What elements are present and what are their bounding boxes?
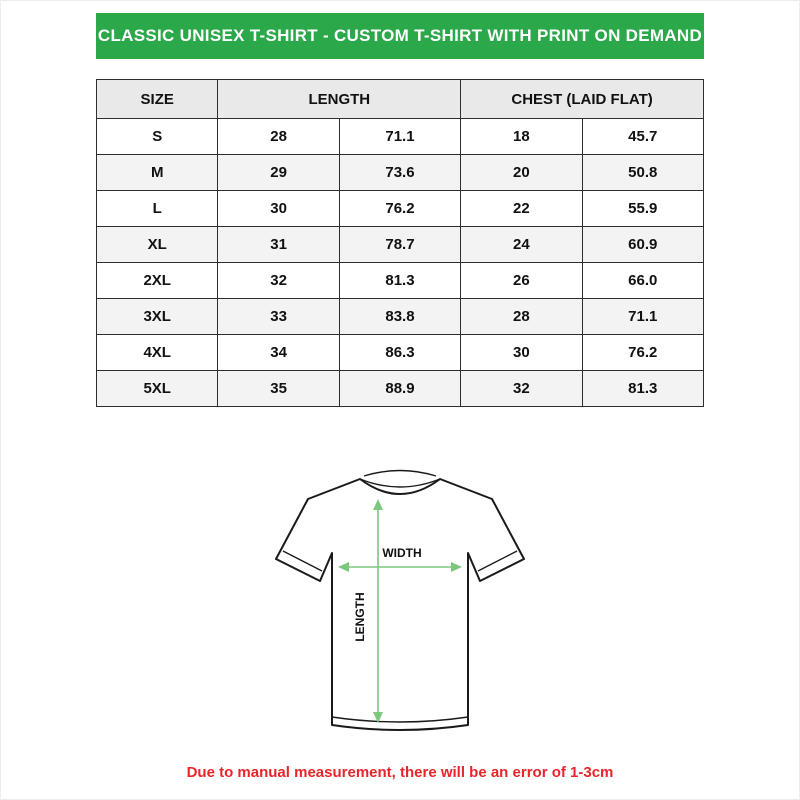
size-cell: 4XL [97,335,218,371]
table-row [97,335,704,371]
chest-cm-cell: 50.8 [582,155,703,191]
size-cell: M [97,155,218,191]
size-chart-table [96,79,704,407]
chest-in-cell: 18 [461,119,582,155]
chest-cm-cell: 71.1 [582,299,703,335]
tshirt-diagram-svg [250,445,550,745]
table-header-row [97,80,704,119]
chest-in-cell: 20 [461,155,582,191]
chest-in-cell: 32 [461,371,582,407]
length-cm-cell: 88.9 [339,371,460,407]
length-in-cell: 28 [218,119,339,155]
chest-in-cell: 30 [461,335,582,371]
length-cm-cell: 71.1 [339,119,460,155]
chest-cm-cell: 81.3 [582,371,703,407]
size-cell: 2XL [97,263,218,299]
tshirt-outline [276,479,524,730]
length-in-cell: 34 [218,335,339,371]
size-cell: L [97,191,218,227]
size-cell: 3XL [97,299,218,335]
length-in-cell: 35 [218,371,339,407]
table-row [97,191,704,227]
chest-cm-cell: 55.9 [582,191,703,227]
size-cell: 5XL [97,371,218,407]
length-in-cell: 31 [218,227,339,263]
length-cm-cell: 73.6 [339,155,460,191]
table-row [97,155,704,191]
chest-in-cell: 28 [461,299,582,335]
length-in-cell: 33 [218,299,339,335]
length-in-cell: 32 [218,263,339,299]
length-label: LENGTH [353,592,367,642]
length-cm-cell: 81.3 [339,263,460,299]
chest-cm-cell: 45.7 [582,119,703,155]
length-cm-cell: 83.8 [339,299,460,335]
table-row [97,299,704,335]
chest-in-cell: 26 [461,263,582,299]
length-cm-cell: 76.2 [339,191,460,227]
chest-in-cell: 24 [461,227,582,263]
table-row [97,227,704,263]
measurement-diagram [96,445,704,750]
width-label: WIDTH [382,546,422,560]
chest-cm-cell: 76.2 [582,335,703,371]
length-cm-cell: 86.3 [339,335,460,371]
header-chest: CHEST (LAID FLAT) [461,80,704,119]
header-length: LENGTH [218,80,461,119]
length-in-cell: 30 [218,191,339,227]
length-in-cell: 29 [218,155,339,191]
length-cm-cell: 78.7 [339,227,460,263]
chest-cm-cell: 60.9 [582,227,703,263]
header-size: SIZE [97,80,218,119]
table-row [97,263,704,299]
table-row [97,371,704,407]
size-cell: S [97,119,218,155]
chest-cm-cell: 66.0 [582,263,703,299]
table-row [97,119,704,155]
size-cell: XL [97,227,218,263]
measurement-disclaimer: Due to manual measurement, there will be an error of 1-3cm [186,764,614,781]
page-title: CLASSIC UNISEX T-SHIRT - CUSTOM T-SHIRT WITH PRINT ON DEMAND [96,13,704,59]
chest-in-cell: 22 [461,191,582,227]
